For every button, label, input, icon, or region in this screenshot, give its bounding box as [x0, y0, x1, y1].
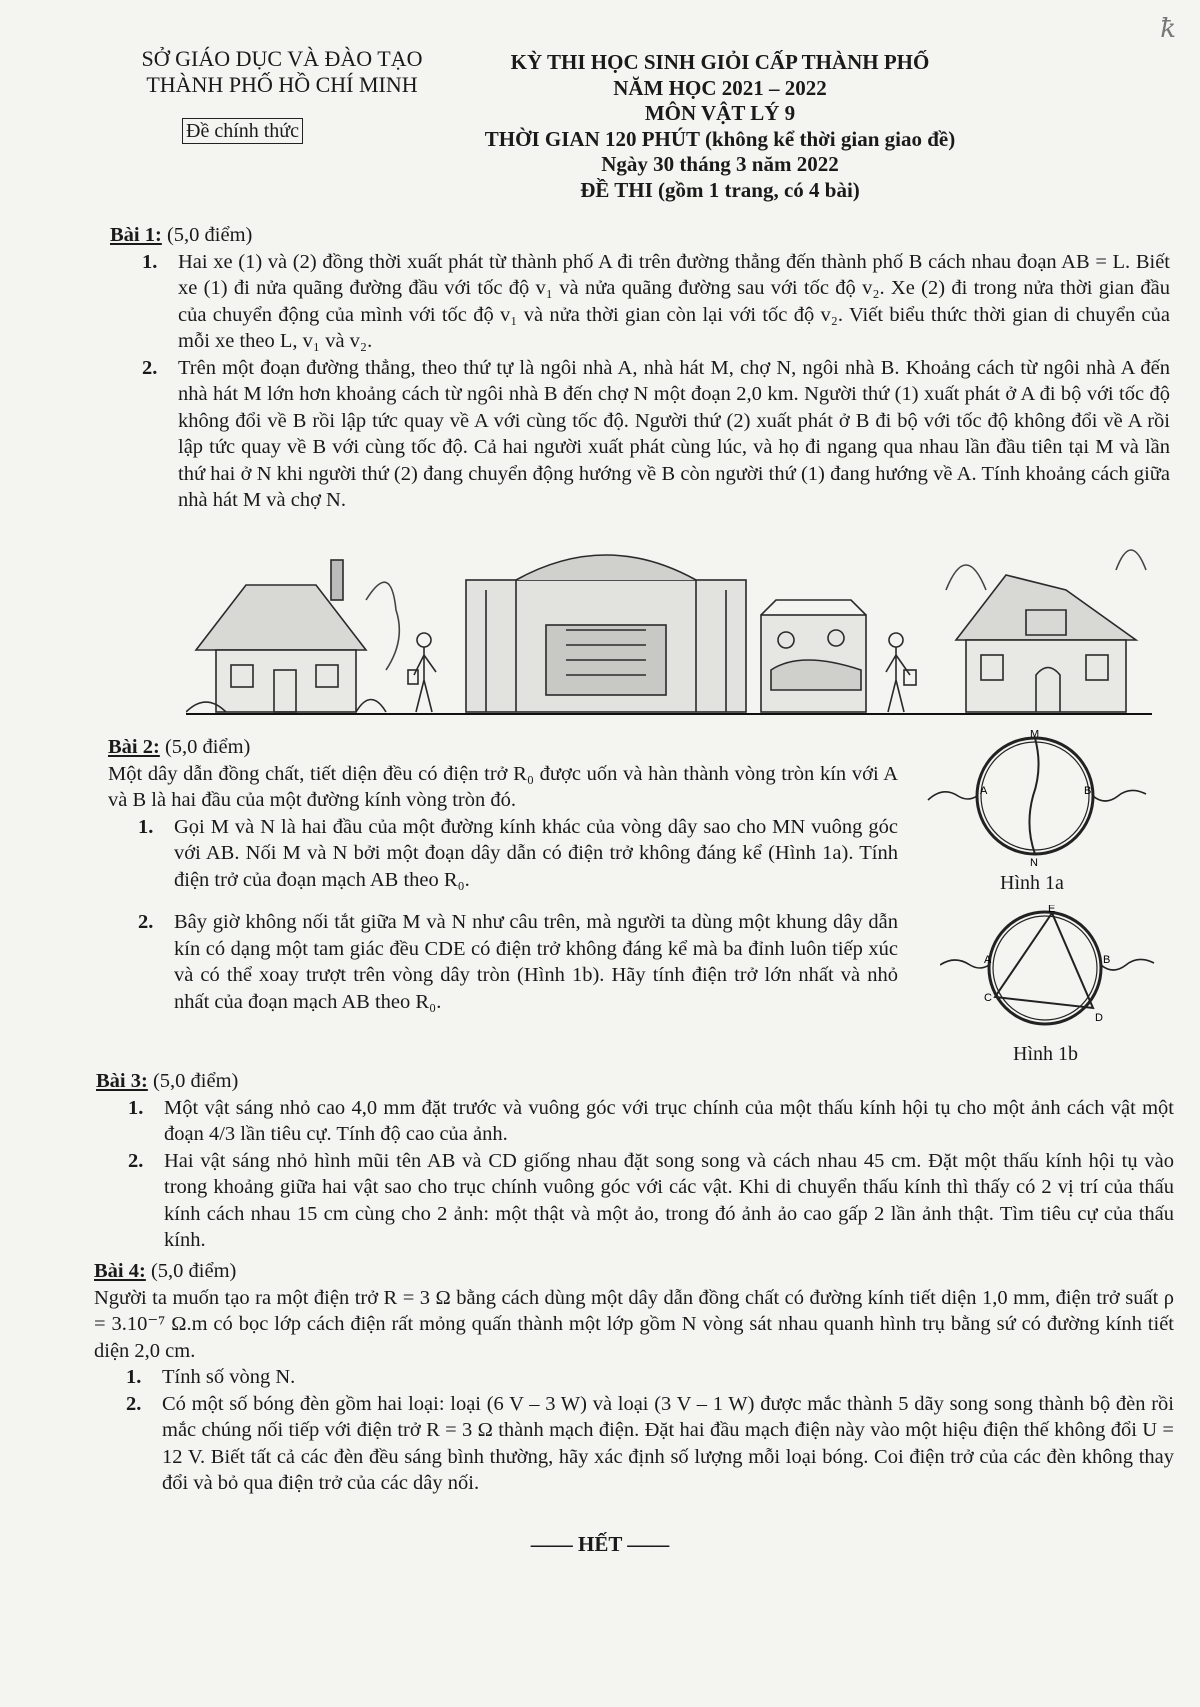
dept-line-1: SỞ GIÁO DỤC VÀ ĐÀO TẠO [141, 46, 423, 71]
problem-4-heading [94, 1258, 1174, 1285]
problem-3-points: (5,0 điểm) [152, 1070, 239, 1092]
problem-2-points: (5,0 điểm) [164, 736, 251, 758]
exam-date: Ngày 30 tháng 3 năm 2022 [601, 152, 839, 176]
walker-2-drawing [886, 633, 916, 712]
item-text: Có một số bóng đèn gồm hai loại: loại (6 V – 3 W) và loại (3 V – 1 W) được mắc thành 5 dãy song song thành bộ đèn rồi mắc chúng nối tiếp với điện trở R = 3 Ω thành mạch điện. Đặt hai đầu mạch điện này vào một hiệu điện thế không đổi U = 12 V. Biết tất cả các đèn đều sáng bình thường, hãy xác định số lượng mỗi loại bóng. Coi điện trở của các đèn không thay đổi và bỏ qua điện trở của các dây nối. [162, 1392, 1174, 1494]
item-text: Tính số vòng N. [162, 1366, 296, 1388]
item-number: 2. [142, 356, 158, 379]
item-text: Gọi M và N là hai đầu của một đường kính khác của vòng dây sao cho MN vuông góc với AB. Nối M và N bởi một đoạn dây dẫn có điện trở không đáng kể (Hình 1a). Tính điện trở của đoạn mạch AB theo R₀. [174, 815, 898, 891]
problem-4-item-1 [94, 1364, 1174, 1391]
exam-header [440, 50, 1000, 203]
problem-1-item-2 [110, 355, 1170, 514]
problem-2-item-1 [108, 814, 898, 894]
fig1b-label-d: D [1095, 1012, 1103, 1024]
figure-1a [920, 730, 1150, 870]
item-text: Hai xe (1) và (2) đồng thời xuất phát từ thành phố A đi trên đường thẳng đến thành phố B cách nhau đoạn AB = L. Biết xe (1) đi nửa quãng đường đầu với tốc độ v₁ và nửa quãng đường sau với tốc độ v₂. Xe (2) đi trong nửa thời gian đầu của chuyển động của mình với tốc độ v₁ và nửa thời gian còn lại với tốc độ v₂. Viết biểu thức thời gian di chuyển của mỗi xe theo L, v₁ và v₂. [178, 250, 1170, 352]
problem-2-intro: Một dây dẫn đồng chất, tiết diện đều có điện trở R₀ được uốn và hàn thành vòng tròn kín với A và B là hai đầu của một đường kính vòng tròn đó. [108, 762, 898, 811]
problem-3-item-2 [96, 1148, 1174, 1254]
problem-1-points: (5,0 điểm) [166, 224, 253, 246]
fig1b-label-a: A [984, 954, 992, 966]
item-number: 2. [138, 911, 154, 933]
item-text: Trên một đoạn đường thẳng, theo thứ tự là ngôi nhà A, nhà hát M, chợ N, ngôi nhà B. Khoảng cách từ ngôi nhà A đến nhà hát M lớn hơn khoảng cách từ ngôi nhà B đến chợ N một đoạn 2,0 km. Người thứ (1) xuất phát ở A đi bộ với tốc độ không đổi về B rồi lập tức quay về A với cùng tốc độ. Người thứ (2) xuất phát ở B đi bộ với tốc độ không đổi về A rồi lập tức quay về B với cùng tốc độ. Cả hai người xuất phát cùng lúc, và họ đi ngang qua nhau lần đầu tiên tại M và lần thứ hai ở N khi người thứ (2) đang chuyển động hướng về B còn người thứ (1) đang hướng về A. Tính khoảng cách giữa nhà hát M và chợ N. [178, 356, 1170, 511]
fig1a-label-b: B [1084, 785, 1092, 797]
dept-line-2: THÀNH PHỐ HỒ CHÍ MINH [146, 72, 418, 97]
fig1a-label-n: N [1030, 857, 1038, 869]
exam-title: KỲ THI HỌC SINH GIỎI CẤP THÀNH PHỐ [510, 50, 930, 74]
problem-2-item-2 [108, 909, 898, 1015]
walker-1-drawing [408, 633, 436, 712]
subject: MÔN VẬT LÝ 9 [644, 101, 796, 125]
problem-4-intro: Người ta muốn tạo ra một điện trở R = 3 Ω bằng cách dùng một dây dẫn đồng chất có đường kính tiết diện 1,0 mm, điện trở suất ρ = 3.10⁻⁷ Ω.m có bọc lớp cách điện rất mỏng quấn thành một lớp gồm N vòng sát nhau quanh hình trụ bằng sứ có đường kính tiết diện 2,0 cm. [94, 1286, 1174, 1362]
item-number: 1. [128, 1096, 144, 1119]
problem-3-label: Bài 3: [96, 1070, 148, 1092]
fig1a-label-m: M [1030, 730, 1040, 740]
item-number: 2. [126, 1392, 142, 1415]
item-number: 2. [128, 1149, 144, 1172]
item-number: 1. [126, 1366, 142, 1388]
department-header [112, 46, 452, 98]
problem-1-heading [110, 222, 1170, 249]
house-a-drawing [186, 560, 399, 712]
house-b-drawing [946, 550, 1146, 712]
theater-m-drawing [466, 555, 746, 712]
problem-3 [96, 1068, 1174, 1254]
end-mark: —— HẾT —— [530, 1532, 670, 1556]
problem-2-heading [108, 734, 898, 761]
problem-1 [110, 222, 1170, 514]
problem-4-item-2 [94, 1391, 1174, 1497]
problem-2-label: Bài 2: [108, 736, 160, 758]
corner-scribble: ꝁ [1160, 14, 1176, 43]
figure-1a-caption: Hình 1a [1000, 872, 1064, 894]
problem-2 [108, 734, 898, 1015]
market-n-drawing [761, 600, 866, 712]
item-number: 1. [142, 250, 158, 273]
problem-3-heading [96, 1068, 1174, 1095]
figure-1b-caption: Hình 1b [1013, 1043, 1078, 1065]
official-label: Đề chính thức [182, 118, 303, 144]
item-text: Một vật sáng nhỏ cao 4,0 mm đặt trước và vuông góc với trục chính của một thấu kính hội tụ cho một ảnh cách vật một đoạn 4/3 lần tiêu cự. Tính độ cao của ảnh. [164, 1096, 1174, 1145]
item-text: Bây giờ không nối tắt giữa M và N như câu trên, mà người ta dùng một khung dây dẫn kín có dạng một tam giác đều CDE có điện trở không đáng kể mà ba đỉnh luôn tiếp xúc và có thể xoay trượt trên vòng dây tròn (Hình 1b). Hãy tính điện trở lớn nhất và nhỏ nhất của đoạn mạch AB theo R₀. [174, 911, 898, 1013]
problem-1-label: Bài 1: [110, 224, 162, 246]
problem-3-item-1 [96, 1095, 1174, 1148]
fig1b-label-e: E [1048, 905, 1056, 915]
figure-1b [940, 905, 1170, 1035]
problem-4 [94, 1258, 1174, 1497]
item-number: 1. [138, 815, 154, 838]
duration: THỜI GIAN 120 PHÚT (không kể thời gian giao đề) [484, 126, 956, 151]
street-scene-illustration [186, 530, 1152, 728]
problem-4-points: (5,0 điểm) [150, 1260, 237, 1282]
problem-4-label: Bài 4: [94, 1260, 146, 1282]
fig1b-label-b: B [1103, 954, 1111, 966]
fig1b-label-c: C [984, 992, 992, 1004]
item-text: Hai vật sáng nhỏ hình mũi tên AB và CD giống nhau đặt song song và cách nhau 45 cm. Đặt một thấu kính hội tụ vào trong khoảng giữa hai vật sao cho trục chính vuông góc với các vật. Khi di chuyển thấu kính thì thấy có 2 vị trí của thấu kính cách nhau 15 cm cùng cho 2 ảnh: một thật và một ảo, trong đó ảnh ảo cao gấp 2 lần ảnh thật. Tìm tiêu cự của thấu kính. [164, 1149, 1174, 1251]
exam-note: ĐỀ THI (gồm 1 trang, có 4 bài) [580, 177, 860, 202]
school-year: NĂM HỌC 2021 – 2022 [613, 75, 827, 100]
problem-1-item-1 [110, 249, 1170, 355]
fig1a-label-a: A [980, 785, 988, 797]
